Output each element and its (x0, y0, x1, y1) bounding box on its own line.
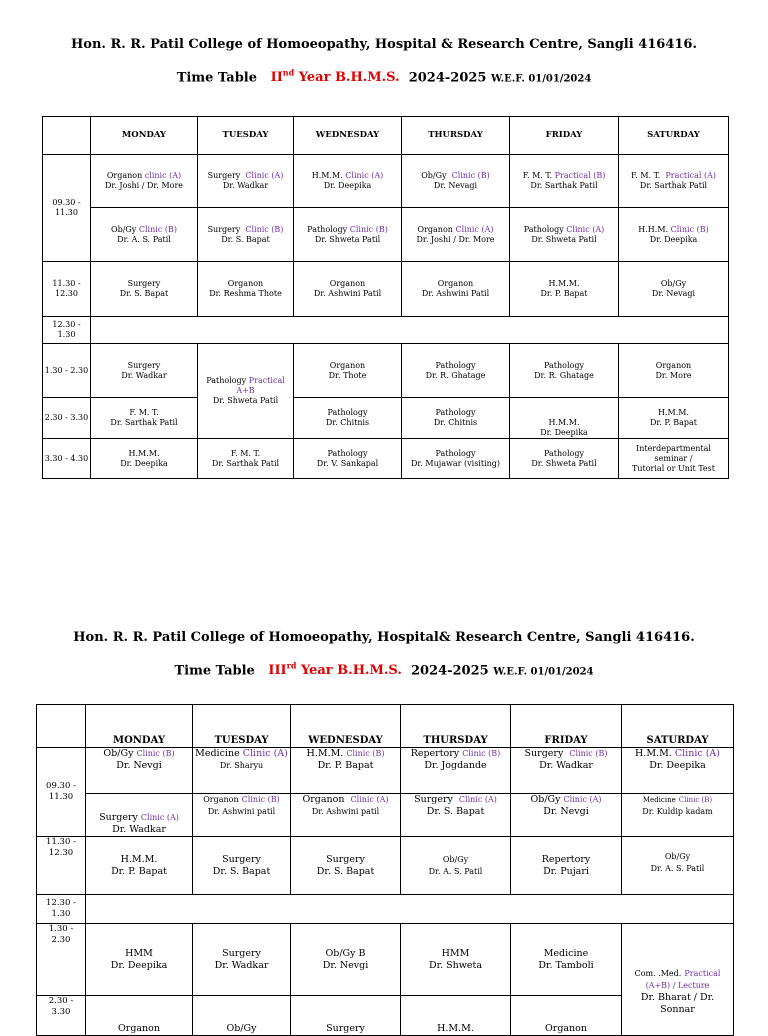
schedule-cell: Medicine Dr. Tamboli (511, 924, 622, 996)
schedule-cell: H.M.M. Clinic (A) Dr. Deepika (622, 748, 734, 794)
schedule-cell: Surgery Clinic (B) Dr. S. Bapat (198, 208, 294, 262)
schedule-cell: F. M. T. Practical (A) Dr. Sarthak Patil (619, 155, 729, 208)
schedule-cell: F. M. T. Dr. Sarthak Patil (91, 398, 198, 439)
timetable-2 (36, 704, 734, 1036)
schedule-cell: Ob/Gy Clinic (A) Dr. Nevgi (511, 794, 622, 837)
day-header: TUESDAY (198, 117, 294, 155)
table-row (37, 748, 734, 794)
schedule-cell: H.H.M. Clinic (B) Dr. Deepika (619, 208, 729, 262)
schedule-cell: Surgery Clinic (A) Dr. Wadkar (86, 794, 193, 837)
schedule-cell: Ob/Gy Clinic (B) Dr. A. S. Patil (91, 208, 198, 262)
subtitle-session: 2024-2025 (408, 70, 487, 86)
schedule-cell: Ob/Gy Dr. A. S. Patil (622, 837, 734, 895)
subtitle-wef: W.E.F. 01/01/2024 (493, 666, 594, 678)
day-header: TUESDAY (193, 705, 291, 748)
schedule-cell: H.M.M. Dr. Deepika (510, 398, 619, 439)
schedule-cell: Surgery Dr. Wadkar (91, 344, 198, 398)
schedule-cell: Medicine Clinic (B) Dr. Kuldip kadam (622, 794, 734, 837)
schedule-cell: Surgery Dr. S. Bapat (91, 262, 198, 317)
schedule-cell: H.M.M. Dr. P. Bapat (619, 398, 729, 439)
schedule-cell: Surgery Clinic (B) Dr. Wadkar (511, 748, 622, 794)
time-slot: 1.30 - 2.30 (43, 344, 91, 398)
day-header: WEDNESDAY (294, 117, 402, 155)
time-slot: 09.30 - 11.30 (43, 155, 91, 262)
time-slot: 2.30 - 3.30 (43, 398, 91, 439)
schedule-cell: Organon Clinic (A) Dr. Joshi / Dr. More (402, 208, 510, 262)
subtitle-year: IIIrd Year B.H.M.S. (268, 661, 402, 679)
day-header: MONDAY (86, 705, 193, 748)
day-header: SATURDAY (619, 117, 729, 155)
schedule-cell: Organon Dr. Ashwini Patil (402, 262, 510, 317)
table-row (37, 794, 734, 837)
time-slot: 2.30 - 3.30 (37, 996, 86, 1036)
subtitle-prefix: Time Table (174, 663, 255, 679)
schedule-cell: Surgery Dr. S. Bapat (193, 837, 291, 895)
day-header: SATURDAY (622, 705, 734, 748)
day-header: WEDNESDAY (291, 705, 401, 748)
schedule-cell: Pathology Dr. Shweta Patil (510, 439, 619, 479)
schedule-cell: Pathology Clinic (A) Dr. Shweta Patil (510, 208, 619, 262)
schedule-cell: HMM Dr. Shweta (401, 924, 511, 996)
schedule-cell: Surgery (291, 996, 401, 1036)
timetable-1 (42, 116, 729, 479)
subtitle-session: 2024-2025 (410, 663, 489, 679)
schedule-cell: F. M. T. Dr. Sarthak Patil (198, 439, 294, 479)
schedule-cell: Organon Dr. Reshma Thote (198, 262, 294, 317)
header-row (43, 117, 729, 155)
timetable-2-subtitle (0, 661, 768, 678)
time-slot: 12.30 - 1.30 (37, 895, 86, 924)
schedule-cell: Surgery Dr. Wadkar (193, 924, 291, 996)
day-header: THURSDAY (402, 117, 510, 155)
schedule-cell: Pathology Clinic (B) Dr. Shweta Patil (294, 208, 402, 262)
schedule-cell: Repertory Dr. Pujari (511, 837, 622, 895)
schedule-cell: Surgery Dr. S. Bapat (291, 837, 401, 895)
schedule-cell: Ob/Gy Dr. A. S. Patil (401, 837, 511, 895)
schedule-cell: Organon Dr. Thote (294, 344, 402, 398)
schedule-cell: Organon (511, 996, 622, 1036)
schedule-cell: HMM Dr. Deepika (86, 924, 193, 996)
schedule-cell: Surgery Clinic (A) Dr. S. Bapat (401, 794, 511, 837)
time-slot: 09.30 - 11.30 (37, 748, 86, 837)
time-slot: 11.30 - 12.30 (43, 262, 91, 317)
schedule-cell: Pathology Dr. R. Ghatage (402, 344, 510, 398)
schedule-cell: H.M.M. Clinic (B) Dr. P. Bapat (291, 748, 401, 794)
schedule-cell: Ob/Gy (193, 996, 291, 1036)
table-row (43, 155, 729, 208)
schedule-cell: Pathology Practical A+B Dr. Shweta Patil (198, 344, 294, 439)
timetable-1-title: Hon. R. R. Patil College of Homoeopathy, Hospital & Research Centre, Sangli 416416. (70, 37, 697, 52)
schedule-cell: Com. .Med. Practical (A+B) / Lecture Dr. Bharat / Dr. Sonnar (622, 924, 734, 1036)
day-header: MONDAY (91, 117, 198, 155)
table-row (43, 208, 729, 262)
table-row (43, 439, 729, 479)
schedule-cell: Medicine Clinic (A) Dr. Sharyu (193, 748, 291, 794)
schedule-cell: Pathology Dr. V. Sankapal (294, 439, 402, 479)
schedule-cell: H.M.M. (401, 996, 511, 1036)
time-slot: 11.30 - 12.30 (37, 837, 86, 895)
table-row (43, 398, 729, 439)
schedule-cell: Pathology Dr. Mujawar (visiting) (402, 439, 510, 479)
corner-cell (37, 705, 86, 748)
subtitle-year: IInd Year B.H.M.S. (270, 68, 400, 86)
schedule-cell: Organon clinic (A) Dr. Joshi / Dr. More (91, 155, 198, 208)
table-row (37, 924, 734, 996)
schedule-cell: Organon Clinic (B) Dr. Ashwini patil (193, 794, 291, 837)
schedule-cell: H.M.M. Clinic (A) Dr. Deepika (294, 155, 402, 208)
break-row (43, 317, 729, 344)
schedule-cell: Ob/Gy Clinic (B) Dr. Nevgi (86, 748, 193, 794)
schedule-cell: Ob/Gy Clinic (B) Dr. Nevagi (402, 155, 510, 208)
schedule-cell: F. M. T. Practical (B) Dr. Sarthak Patil (510, 155, 619, 208)
subtitle-prefix: Time Table (176, 70, 258, 86)
schedule-cell: Pathology Dr. R. Ghatage (510, 344, 619, 398)
break-cell (91, 317, 729, 344)
day-header: FRIDAY (511, 705, 622, 748)
schedule-cell: Organon Clinic (A) Dr. Ashwini patil (291, 794, 401, 837)
break-row (37, 895, 734, 924)
corner-cell (43, 117, 91, 155)
subtitle-wef: W.E.F. 01/01/2024 (491, 73, 592, 85)
schedule-cell: H.M.M. Dr. Deepika (91, 439, 198, 479)
table-row (43, 344, 729, 398)
time-slot: 3.30 - 4.30 (43, 439, 91, 479)
time-slot: 12.30 - 1.30 (43, 317, 91, 344)
schedule-cell: Pathology Dr. Chitnis (402, 398, 510, 439)
table-row (43, 262, 729, 317)
schedule-cell: Repertory Clinic (B) Dr. Jogdande (401, 748, 511, 794)
time-slot: 1.30 - 2.30 (37, 924, 86, 996)
header-row (37, 705, 734, 748)
schedule-cell: Ob/Gy Dr. Nevagi (619, 262, 729, 317)
schedule-cell: Surgery Clinic (A) Dr. Wadkar (198, 155, 294, 208)
schedule-cell: H.M.M. Dr. P. Bapat (510, 262, 619, 317)
schedule-cell: H.M.M. Dr. P. Bapat (86, 837, 193, 895)
schedule-cell: Organon Dr. Ashwini Patil (294, 262, 402, 317)
schedule-cell: Organon (86, 996, 193, 1036)
day-header: FRIDAY (510, 117, 619, 155)
table-row (37, 837, 734, 895)
schedule-cell: Ob/Gy B Dr. Nevgi (291, 924, 401, 996)
timetable-2-title: Hon. R. R. Patil College of Homoeopathy, Hospital& Research Centre, Sangli 416416. (73, 630, 695, 645)
schedule-cell: Pathology Dr. Chitnis (294, 398, 402, 439)
timetable-1-subtitle (0, 68, 768, 85)
day-header: THURSDAY (401, 705, 511, 748)
break-cell (86, 895, 734, 924)
schedule-cell: Interdepartmental seminar / Tutorial or Unit Test (619, 439, 729, 479)
schedule-cell: Organon Dr. More (619, 344, 729, 398)
